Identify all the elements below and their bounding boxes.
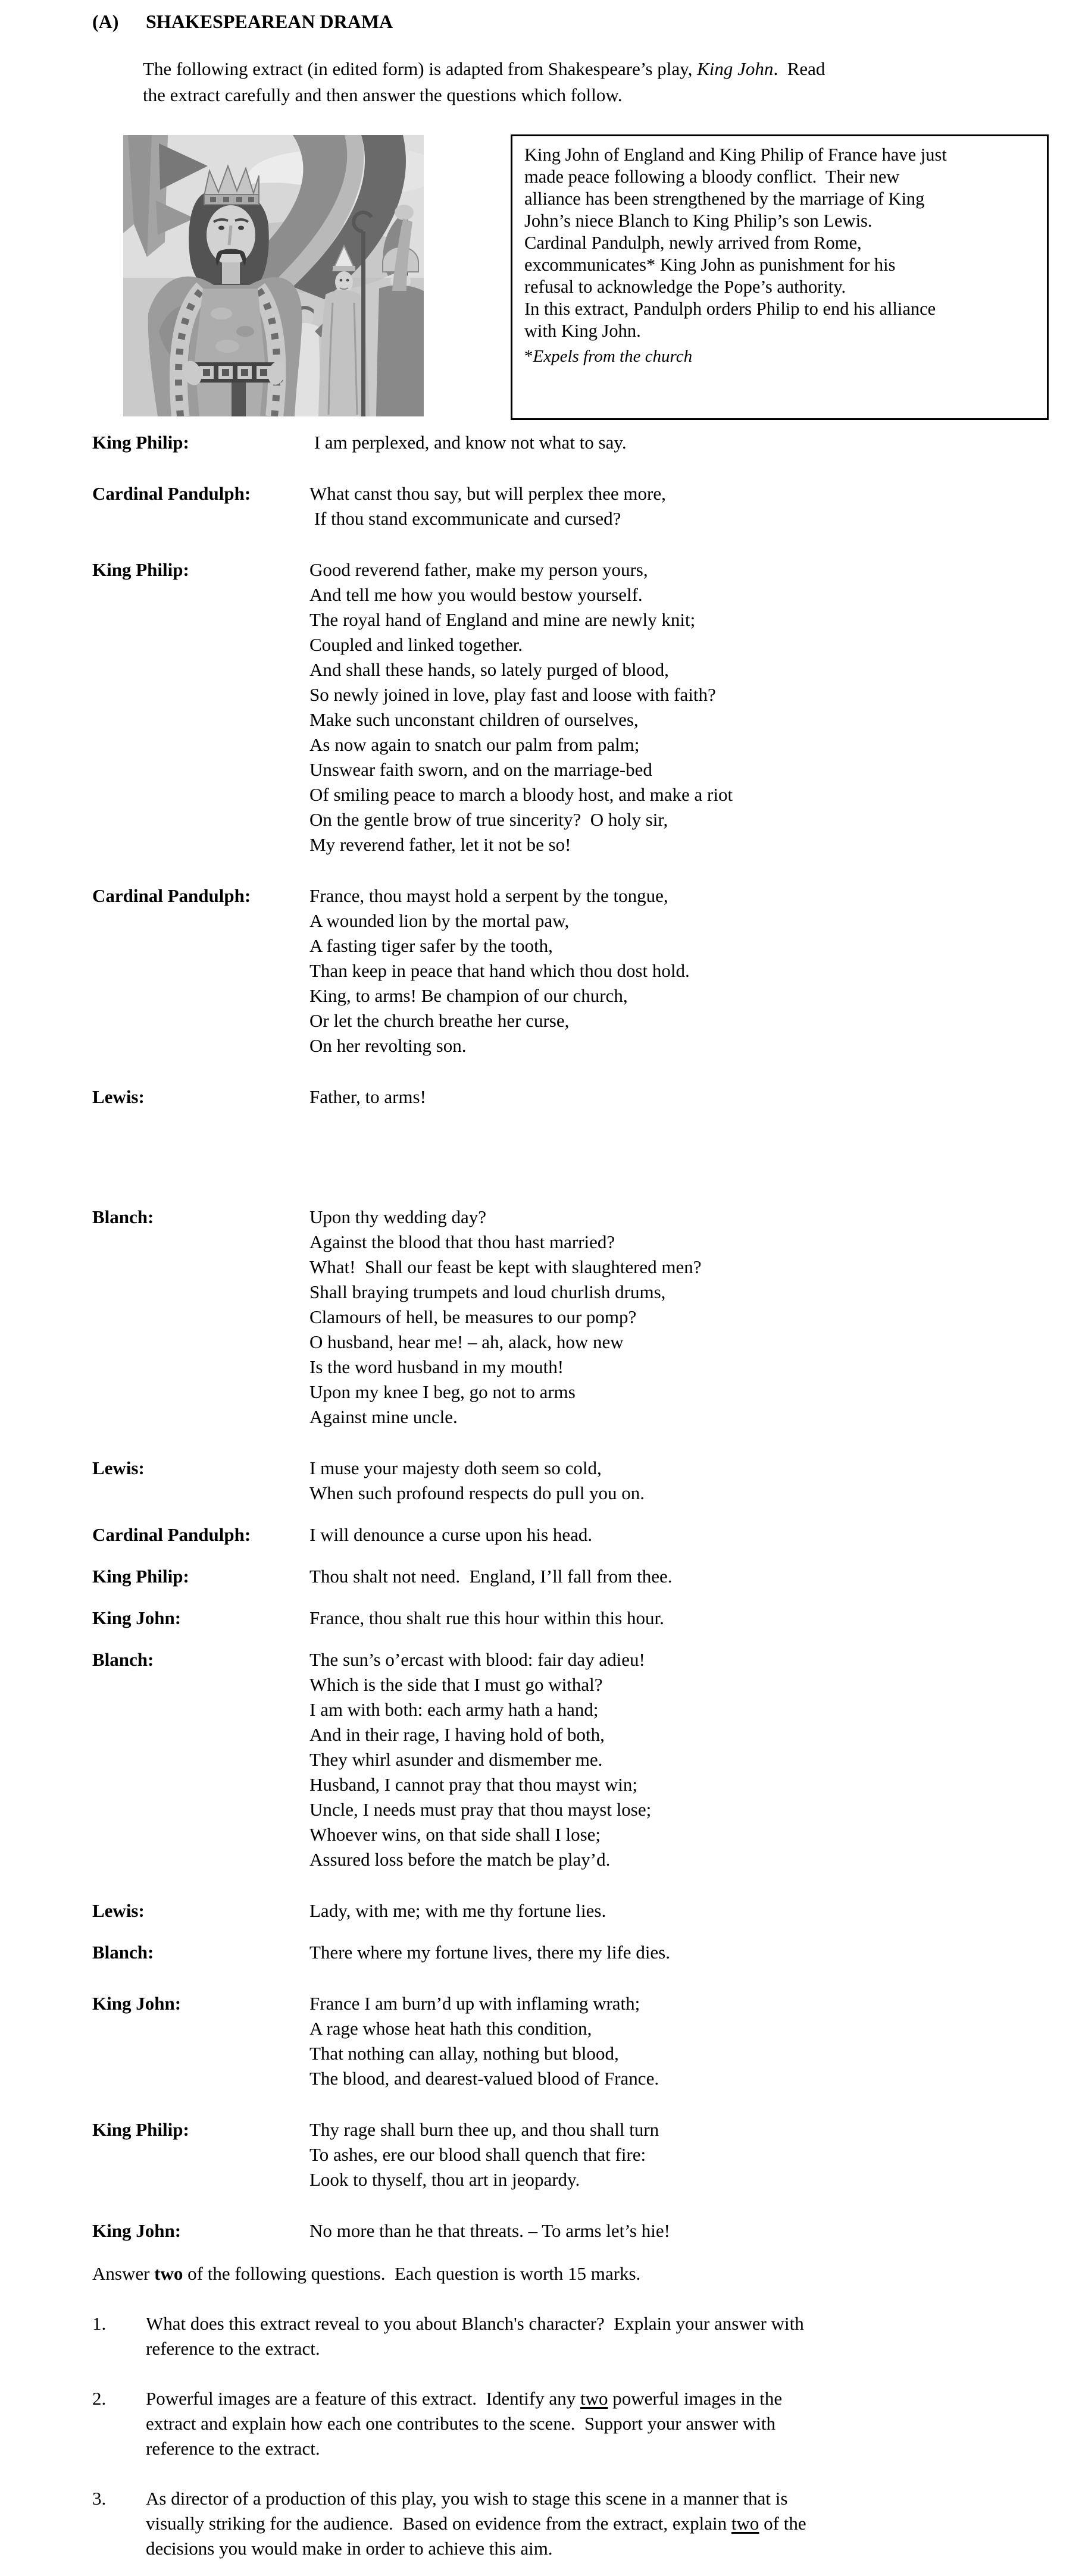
dialogue-line: A wounded lion by the mortal paw,	[309, 910, 570, 931]
section-header	[92, 11, 393, 33]
context-box	[511, 134, 1049, 420]
dialogue-line: And in their rage, I having hold of both,	[309, 1724, 605, 1745]
context-line: refusal to acknowledge the Pope’s authority.	[524, 277, 846, 297]
dialogue-line: Make such unconstant children of ourselves,	[309, 709, 639, 730]
context-line: alliance has been strengthened by the marriage of King	[524, 189, 925, 209]
dialogue-lines	[309, 481, 1027, 531]
answer-instructions	[92, 2261, 1027, 2286]
question-line	[146, 2511, 1027, 2536]
dialogue-line: Whoever wins, on that side shall I lose;	[309, 1824, 601, 1845]
speaker-label: Lewis:	[92, 1900, 145, 1921]
dialogue-turn	[92, 1940, 1027, 1965]
dialogue-line: Against mine uncle.	[309, 1406, 458, 1427]
dialogue-line: Of smiling peace to march a bloody host, and make a riot	[309, 784, 733, 805]
speaker-label: King John:	[92, 1607, 182, 1628]
dialogue-line: Shall braying trumpets and loud churlish drums,	[309, 1281, 666, 1302]
dialogue-line: Than keep in peace that hand which thou dost hold.	[309, 960, 690, 981]
dialogue-line: Is the word husband in my mouth!	[309, 1356, 564, 1377]
questions-list	[92, 2311, 1027, 2561]
question-number: 2.	[92, 2388, 107, 2409]
dialogue-turn	[92, 1085, 1027, 1110]
intro-segment: . Read	[773, 58, 825, 79]
dialogue-line: On her revolting son.	[309, 1035, 467, 1056]
question-segment: of the	[759, 2513, 806, 2534]
dialogue-lines	[309, 1564, 1027, 1589]
dialogue-line: I muse your majesty doth seem so cold,	[309, 1458, 602, 1478]
intro-segment: King John	[697, 58, 774, 79]
dialogue-line: And tell me how you would bestow yourself.	[309, 584, 643, 605]
speaker-label: King John:	[92, 2220, 182, 2241]
question-segment: Powerful images are a feature of this extract. Identify any	[146, 2388, 580, 2409]
dialogue-line: A fasting tiger safer by the tooth,	[309, 935, 553, 956]
context-line: with King John.	[524, 321, 641, 341]
question-number: 3.	[92, 2488, 107, 2509]
intro-line	[143, 82, 970, 108]
dialogue-line: To ashes, ere our blood shall quench that fire:	[309, 2144, 646, 2165]
dialogue-lines	[309, 2117, 1027, 2192]
speaker-label: King John:	[92, 1993, 182, 2014]
context-footnote	[524, 346, 1035, 368]
question-line	[146, 2436, 1027, 2461]
dialogue-turn	[92, 481, 1027, 531]
dialogue-line: Which is the side that I must go withal?	[309, 1674, 603, 1695]
question-line	[146, 2336, 1027, 2361]
dialogue-line: I am with both: each army hath a hand;	[309, 1699, 599, 1720]
question-text	[146, 2486, 1027, 2561]
dialogue-line: Father, to arms!	[309, 1086, 426, 1107]
speaker-label: King Philip:	[92, 432, 189, 453]
dialogue-line: My reverend father, let it not be so!	[309, 834, 571, 855]
instructions-segment: of the following questions. Each question is worth 15 marks.	[183, 2263, 641, 2284]
dialogue-turn	[92, 1647, 1027, 1872]
speaker-label: Cardinal Pandulph:	[92, 885, 251, 906]
dialogue-turn	[92, 2117, 1027, 2192]
dialogue-lines	[309, 1940, 1027, 1965]
dialogue-line: I will denounce a curse upon his head.	[309, 1524, 593, 1545]
intro-segment: The following extract (in edited form) is adapted from Shakespeare’s play,	[143, 58, 698, 79]
section-label: (A)	[92, 11, 119, 32]
intro-segment: the extract carefully and then answer the questions which follow.	[143, 84, 623, 105]
dialogue-line: What canst thou say, but will perplex thee more,	[309, 483, 666, 504]
dialogue-lines	[309, 2218, 1027, 2243]
dialogue-lines	[309, 1647, 1027, 1872]
question-segment: two	[731, 2513, 759, 2534]
question-line	[146, 2536, 1027, 2561]
dialogue-lines	[309, 1606, 1027, 1631]
dialogue-line: The royal hand of England and mine are newly knit;	[309, 609, 696, 630]
speaker-label: Cardinal Pandulph:	[92, 483, 251, 504]
context-line: King John of England and King Philip of France have just	[524, 145, 947, 165]
dialogue-turn	[92, 2218, 1027, 2243]
dialogue-turn	[92, 883, 1027, 1058]
question-segment: extract and explain how each one contributes to the scene. Support your answer with	[146, 2413, 775, 2434]
speaker-label: Lewis:	[92, 1086, 145, 1107]
question-segment: What does this extract reveal to you about Blanch's character? Explain your answer with	[146, 2313, 804, 2334]
dialogue-line: Clamours of hell, be measures to our pomp?	[309, 1306, 637, 1327]
context-line: John’s niece Blanch to King Philip’s son Lewis.	[524, 211, 873, 231]
king-john-illustration	[123, 135, 424, 416]
speaker-label: Blanch:	[92, 1206, 154, 1227]
dialogue-line: That nothing can allay, nothing but blood,	[309, 2043, 619, 2064]
question-line	[146, 2386, 1027, 2411]
instructions-segment: Answer	[92, 2263, 155, 2284]
dialogue-lines	[309, 557, 1027, 857]
dialogue-line: There where my fortune lives, there my life dies.	[309, 1942, 670, 1963]
dialogue-line: Upon thy wedding day?	[309, 1206, 487, 1227]
dialogue-line: O husband, hear me! – ah, alack, how new	[309, 1331, 624, 1352]
dialogue-line: France, thou mayst hold a serpent by the tongue,	[309, 885, 668, 906]
context-line: excommunicates* King John as punishment for his	[524, 255, 896, 275]
question-item	[92, 2486, 1027, 2561]
question-line	[146, 2311, 1027, 2336]
dialogue-line: Unswear faith sworn, and on the marriage-bed	[309, 759, 652, 780]
question-line	[146, 2486, 1027, 2511]
speaker-label: King Philip:	[92, 2119, 189, 2140]
speaker-label: Cardinal Pandulph:	[92, 1524, 251, 1545]
speaker-label: King Philip:	[92, 1566, 189, 1587]
dialogue-line: A rage whose heat hath this condition,	[309, 2018, 592, 2039]
dialogue-turn	[92, 1205, 1027, 1430]
dialogue-turn	[92, 1898, 1027, 1923]
question-item	[92, 2386, 1027, 2461]
dialogue-lines	[309, 883, 1027, 1058]
dialogue-line: When such profound respects do pull you on.	[309, 1483, 645, 1503]
dialogue-lines	[309, 1085, 1027, 1110]
context-line: In this extract, Pandulph orders Philip to end his alliance	[524, 299, 936, 319]
dialogue-line: King, to arms! Be champion of our church,	[309, 985, 628, 1006]
dialogue-line: And shall these hands, so lately purged of blood,	[309, 659, 669, 680]
context-line: made peace following a bloody conflict. Their new	[524, 167, 900, 187]
dialogue-line: Against the blood that thou hast married?	[309, 1231, 615, 1252]
dialogue-line: Uncle, I needs must pray that thou mayst lose;	[309, 1799, 652, 1820]
dialogue-line: Husband, I cannot pray that thou mayst win;	[309, 1774, 638, 1795]
footnote-segment: Expels from the church	[533, 347, 693, 366]
context-line: Cardinal Pandulph, newly arrived from Rome,	[524, 233, 862, 253]
dialogue-turn	[92, 1991, 1027, 2091]
question-item	[92, 2311, 1027, 2361]
dialogue-line: If thou stand excommunicate and cursed?	[309, 508, 621, 529]
instructions-segment: two	[154, 2263, 183, 2284]
dialogue-lines	[309, 1991, 1027, 2091]
question-segment: As director of a production of this play, you wish to stage this scene in a manner that is	[146, 2488, 788, 2509]
question-segment: visually striking for the audience. Based on evidence from the extract, explain	[146, 2513, 731, 2534]
dialogue-line: Thy rage shall burn thee up, and thou shall turn	[309, 2119, 659, 2140]
question-segment: two	[580, 2388, 608, 2409]
question-segment: powerful images in the	[608, 2388, 783, 2409]
dialogue-lines	[309, 1456, 1027, 1506]
question-number: 1.	[92, 2313, 107, 2334]
footnote-segment: *	[524, 347, 533, 366]
dialogue-line: Coupled and linked together.	[309, 634, 523, 655]
dialogue-line: No more than he that threats. – To arms let’s hie!	[309, 2220, 670, 2241]
question-segment: decisions you would make in order to achieve this aim.	[146, 2538, 553, 2559]
dialogue-line: Upon my knee I beg, go not to arms	[309, 1381, 576, 1402]
dialogue-line: Look to thyself, thou art in jeopardy.	[309, 2169, 580, 2190]
question-segment: reference to the extract.	[146, 2338, 320, 2359]
dialogue-line: Lady, with me; with me thy fortune lies.	[309, 1900, 606, 1921]
dialogue-turn	[92, 1522, 1027, 1547]
dialogue-line: As now again to snatch our palm from palm;	[309, 734, 640, 755]
dialogue-turn	[92, 430, 1027, 455]
dialogue-turn	[92, 1564, 1027, 1589]
dialogue-lines	[309, 1205, 1027, 1430]
dialogue-turn	[92, 1606, 1027, 1631]
dialogue-line: Or let the church breathe her curse,	[309, 1010, 570, 1031]
speaker-label: Blanch:	[92, 1649, 154, 1670]
section-title: SHAKESPEAREAN DRAMA	[146, 11, 393, 32]
dialogue-line: The sun’s o’ercast with blood: fair day adieu!	[309, 1649, 645, 1670]
intro-line	[143, 56, 970, 82]
dialogue-line: So newly joined in love, play fast and loose with faith?	[309, 684, 716, 705]
dialogue-turn	[92, 557, 1027, 857]
dialogue-line: Good reverend father, make my person yours,	[309, 559, 648, 580]
dialogue-line: France, thou shalt rue this hour within this hour.	[309, 1607, 664, 1628]
dialogue-line: The blood, and dearest-valued blood of France.	[309, 2068, 659, 2089]
dialogue-lines	[309, 1898, 1027, 1923]
speaker-label: Lewis:	[92, 1458, 145, 1478]
dialogue-line: What! Shall our feast be kept with slaughtered men?	[309, 1256, 702, 1277]
dialogue-extract	[92, 404, 1027, 2561]
dialogue-line: Thou shalt not need. England, I’ll fall from thee.	[309, 1566, 673, 1587]
dialogue-lines	[309, 1522, 1027, 1547]
dialogue-turn	[92, 1456, 1027, 1506]
dialogue-line: They whirl asunder and dismember me.	[309, 1749, 603, 1770]
dialogue-line: I am perplexed, and know not what to say.	[309, 432, 627, 453]
dialogue-line: France I am burn’d up with inflaming wrath;	[309, 1993, 640, 2014]
dialogue-line: Assured loss before the match be play’d.	[309, 1849, 611, 1870]
speaker-label: King Philip:	[92, 559, 189, 580]
question-text	[146, 2386, 1027, 2461]
question-text	[146, 2311, 1027, 2361]
question-line	[146, 2411, 1027, 2436]
dialogue-line: On the gentle brow of true sincerity? O holy sir,	[309, 809, 668, 830]
intro-paragraph	[143, 56, 970, 108]
speaker-label: Blanch:	[92, 1942, 154, 1963]
dialogue-lines	[309, 430, 1027, 455]
question-segment: reference to the extract.	[146, 2438, 320, 2459]
